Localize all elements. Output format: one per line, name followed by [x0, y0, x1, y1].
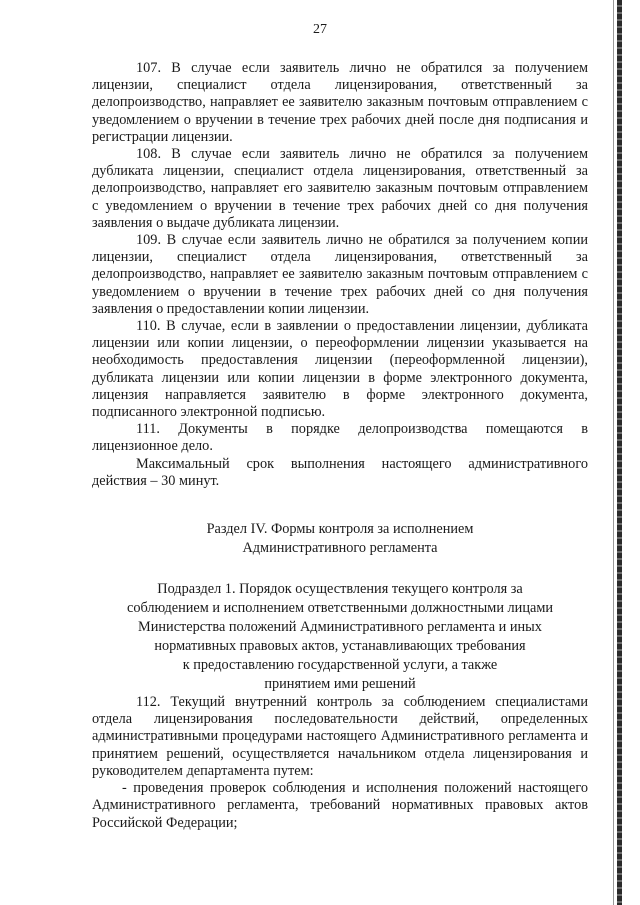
subsection-heading	[92, 580, 588, 694]
paragraph-111: 111. Документы в порядке делопроизводства помещаются в лицензионное дело.	[92, 421, 588, 455]
section-heading-line: Раздел IV. Формы контроля за исполнением	[206, 521, 474, 538]
document-body	[92, 60, 588, 832]
subsection-heading-line: Подраздел 1. Порядок осуществления текущего контроля за	[157, 581, 523, 598]
paragraph-109: 109. В случае если заявитель лично не обратился за получением копии лицензии, специалист отдела лицензирования, ответственный за делопроизводство, направляет ее заявителю заказным почтовым отправлением с уведомлением о вручении в течение трех рабочих дней со дня получения заявления о предоставлении копии лицензии.	[92, 232, 588, 317]
paragraph-107: 107. В случае если заявитель лично не обратился за получением лицензии, специалист отдела лицензирования, ответственный за делопроизводство, направляет ее заявителю заказным почтовым отправлением с уведомлением о вручении в течение трех рабочих дней после дня подписания и регистрации лицензии.	[92, 60, 588, 145]
section-heading-line: Административного регламента	[242, 540, 438, 557]
max-duration-paragraph: Максимальный срок выполнения настоящего административного действия – 30 минут.	[92, 455, 588, 489]
page-number: 27	[313, 22, 327, 37]
paragraph-108: 108. В случае если заявитель лично не обратился за получением дубликата лицензии, специалист отдела лицензирования, ответственный за делопроизводство, направляет его заявителю заказным почтовым отправлением с уведомлением о вручении в течение трех рабочих дней со дня получения заявления о выдаче дубликата лицензии.	[92, 146, 588, 231]
scan-edge-line	[613, 0, 614, 905]
scan-edge-bar	[617, 0, 622, 905]
bullet-item: - проведения проверок соблюдения и исполнения положений настоящего Административного регламента, требований нормативных правовых актов Российской Федерации;	[92, 780, 588, 831]
section-heading	[92, 520, 588, 558]
subsection-heading-line: к предоставлению государственной услуги, а также	[182, 657, 498, 674]
subsection-heading-line: соблюдением и исполнением ответственными должностными лицами	[126, 600, 554, 617]
paragraph-112: 112. Текущий внутренний контроль за соблюдением специалистами отдела лицензирования последовательности действий, определенных административными процедурами настоящего Административного регламента и принятием решений, осуществляется начальником отдела лицензирования и руководителем департамента путем:	[92, 694, 588, 779]
paragraph-110: 110. В случае, если в заявлении о предоставлении лицензии, дубликата лицензии или копии лицензии, о переоформлении лицензии указывается на необходимость предоставления лицензии (переоформленной лицензии), дубликата лицензии или копии лицензии в форме электронного документа, лицензия направляется заявителю в форме электронного документа, подписанного электронной подписью.	[92, 318, 588, 421]
subsection-heading-line: Министерства положений Административного регламента и иных	[138, 619, 542, 636]
subsection-heading-line: принятием ими решений	[264, 676, 416, 693]
subsection-heading-line: нормативных правовых актов, устанавливающих требования	[154, 638, 526, 655]
